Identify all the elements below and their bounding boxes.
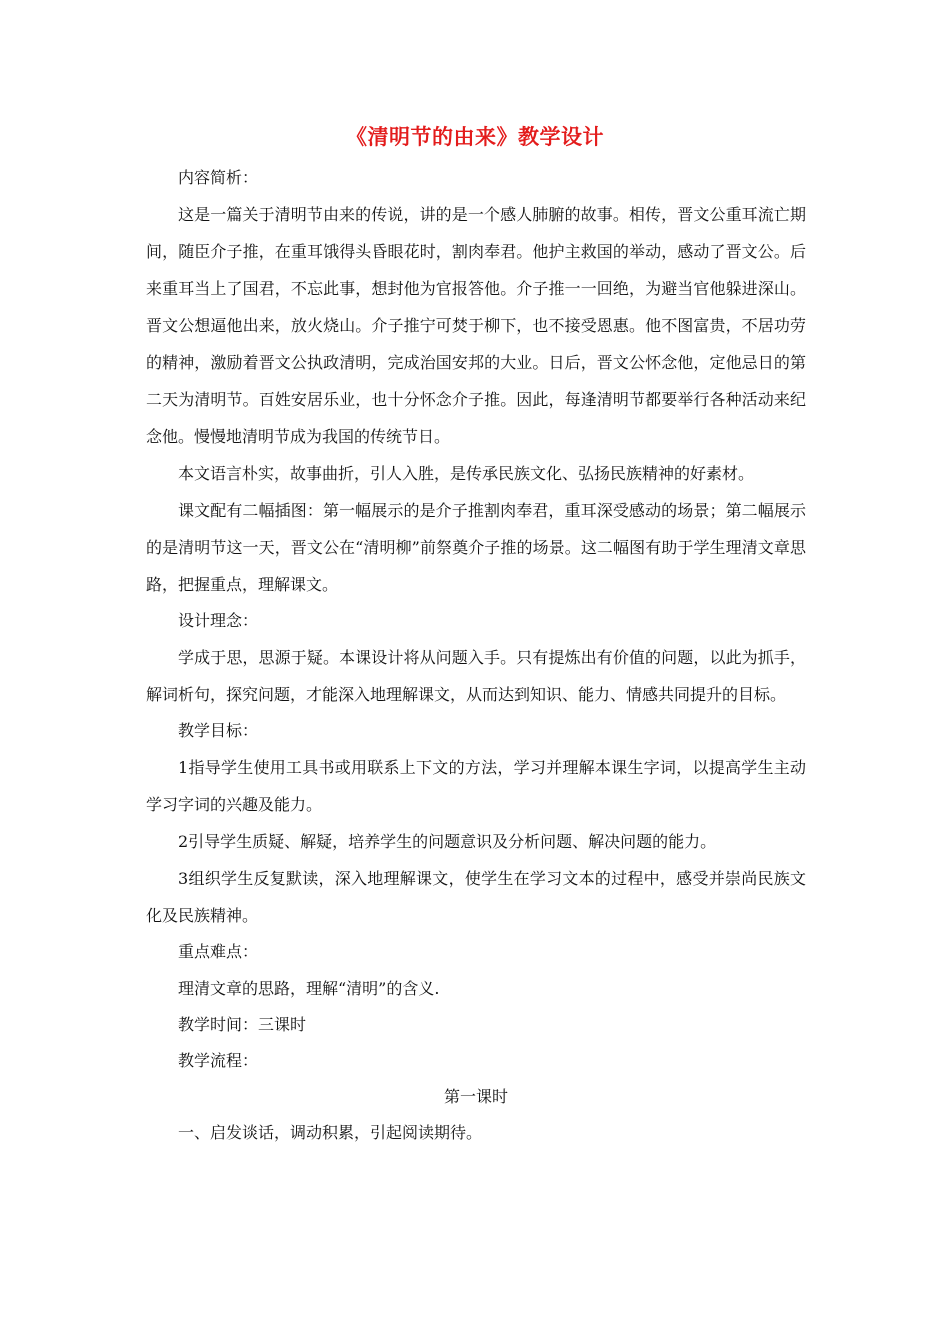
teaching-goals-label: 教学目标： — [178, 721, 259, 740]
document-body — [146, 160, 806, 1151]
content-analysis-label: 内容简析： — [178, 168, 259, 187]
design-concept-label: 设计理念： — [178, 611, 259, 630]
design-concept-paragraph: 学成于思，思源于疑。本课设计将从问题入手。只有提炼出有价值的问题，以此为抓手，解词析句，探究问题，才能深入地理解课文，从而达到知识、能力、情感共同提升的目标。 — [146, 648, 806, 704]
key-points-label: 重点难点： — [178, 942, 259, 961]
content-paragraph-3: 课文配有二幅插图：第一幅展示的是介子推割肉奉君，重耳深受感动的场景；第二幅展示的是清明节这一天，晋文公在“清明柳”前祭奠介子推的场景。这二幅图有助于学生理清文章思路，把握重点，理解课文。 — [146, 501, 806, 594]
lesson-heading: 第一课时 — [443, 1087, 508, 1106]
content-paragraph-1: 这是一篇关于清明节由来的传说，讲的是一个感人肺腑的故事。相传，晋文公重耳流亡期间，随臣介子推，在重耳饿得头昏眼花时，割肉奉君。他护主救国的举动，感动了晋文公。后来重耳当上了国君，不忘此事，想封他为官报答他。介子推一一回绝，为避当官他躲进深山。晋文公想逼他出来，放火烧山。介子推宁可焚于柳下，也不接受恩惠。他不图富贵，不居功劳的精神，激励着晋文公执政清明，完成治国安邦的大业。日后，晋文公怀念他，定他忌日的第二天为清明节。百姓安居乐业，也十分怀念介子推。因此，每逢清明节都要举行各种活动来纪念他。慢慢地清明节成为我国的传统节日。 — [146, 205, 806, 446]
teaching-goal-1: 1指导学生使用工具书或用联系上下文的方法，学习并理解本课生字词，以提高学生主动学习字词的兴趣及能力。 — [146, 758, 806, 814]
teaching-time: 教学时间：三课时 — [178, 1015, 307, 1034]
teaching-process-label: 教学流程： — [178, 1051, 259, 1070]
teaching-goal-2: 2引导学生质疑、解疑，培养学生的问题意识及分析问题、解决问题的能力。 — [178, 832, 717, 851]
document-title: 《清明节的由来》教学设计 — [346, 124, 604, 149]
step-1: 一、启发谈话，调动积累，引起阅读期待。 — [178, 1123, 483, 1142]
teaching-goal-3: 3组织学生反复默读，深入地理解课文，使学生在学习文本的过程中，感受并崇尚民族文化及民族精神。 — [146, 869, 806, 925]
content-paragraph-2: 本文语言朴实，故事曲折，引人入胜，是传承民族文化、弘扬民族精神的好素材。 — [178, 464, 755, 483]
key-points-paragraph: 理清文章的思路，理解“清明”的含义. — [178, 979, 440, 998]
